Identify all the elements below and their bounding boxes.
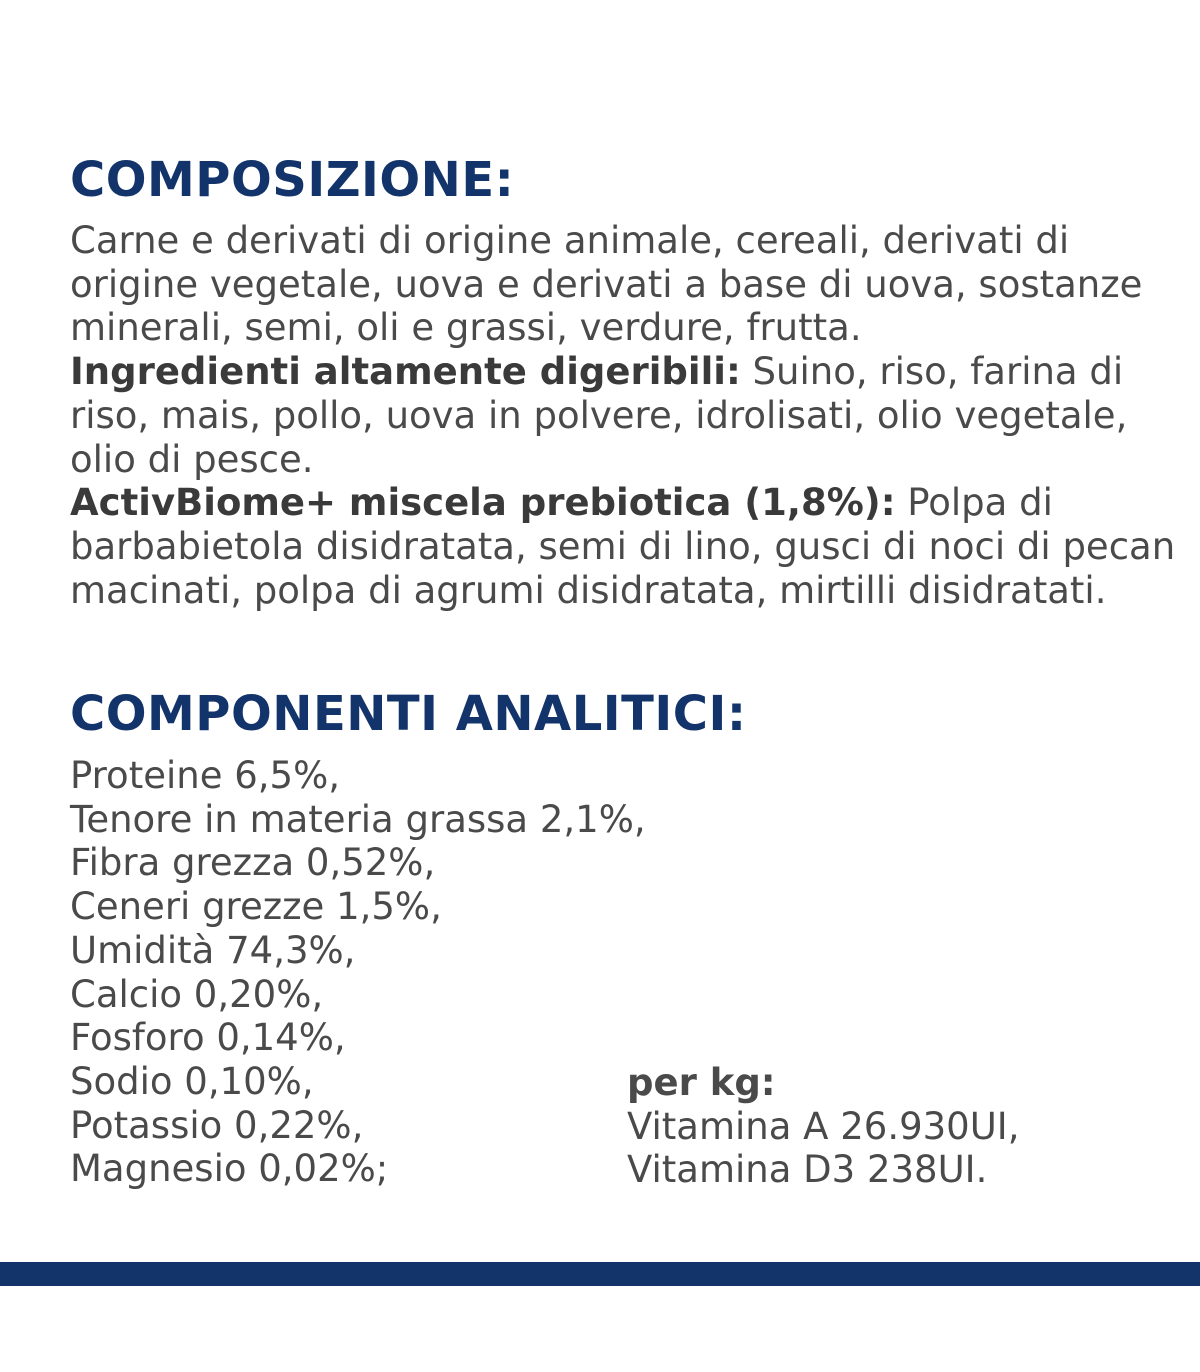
analytics-item: Fibra grezza 0,52%, [70, 841, 436, 885]
analytics-item: Proteine 6,5%, [70, 754, 340, 797]
digestible-ingredients [70, 350, 1180, 481]
analytics-item: Calcio 0,20%, [70, 972, 324, 1016]
vitamin-item: Vitamina D3 238UI. [627, 1148, 988, 1192]
composition-text [70, 219, 1180, 612]
composition-heading: COMPOSIZIONE: [70, 152, 515, 208]
prebiotic-blend-label: ActivBiome+ miscela prebiotica (1,8%): [70, 481, 896, 525]
digestible-ingredients-label: Ingredienti altamente digeribili: [70, 350, 741, 394]
analytics-item: Umidità 74,3%, [70, 928, 356, 972]
prebiotic-blend [70, 481, 1180, 612]
footer-bar [0, 1262, 1200, 1286]
vitamin-item: Vitamina A 26.930UI, [627, 1104, 1020, 1148]
analytics-item: Tenore in materia grassa 2,1%, [70, 797, 646, 841]
composition-intro: Carne e derivati di origine animale, cereali, derivati di origine vegetale, uova e derivati a base di uova, sostanze minerali, semi, oli e grassi, verdure, frutta. [70, 219, 1143, 350]
per-kg-label: per kg: [627, 1061, 776, 1104]
analytics-item: Magnesio 0,02%; [70, 1147, 389, 1191]
analytics-item: Fosforo 0,14%, [70, 1016, 346, 1060]
vitamins-per-kg [627, 1061, 1019, 1192]
analytics-heading: COMPONENTI ANALITICI: [70, 686, 747, 742]
analytics-item: Ceneri grezze 1,5%, [70, 885, 442, 929]
analytics-item: Sodio 0,10%, [70, 1059, 314, 1103]
digestible-ingredients-text: Suino, riso, farina di riso, mais, pollo, uova in polvere, idrolisati, olio vegetale, olio di pesce. [70, 350, 1128, 481]
prebiotic-blend-text: Polpa di barbabietola disidratata, semi di lino, gusci di noci di pecan macinati, polpa di agrumi disidratata, mirtilli disidratati. [70, 481, 1176, 612]
analytics-item: Potassio 0,22%, [70, 1103, 364, 1147]
analytics-list [70, 754, 646, 1191]
